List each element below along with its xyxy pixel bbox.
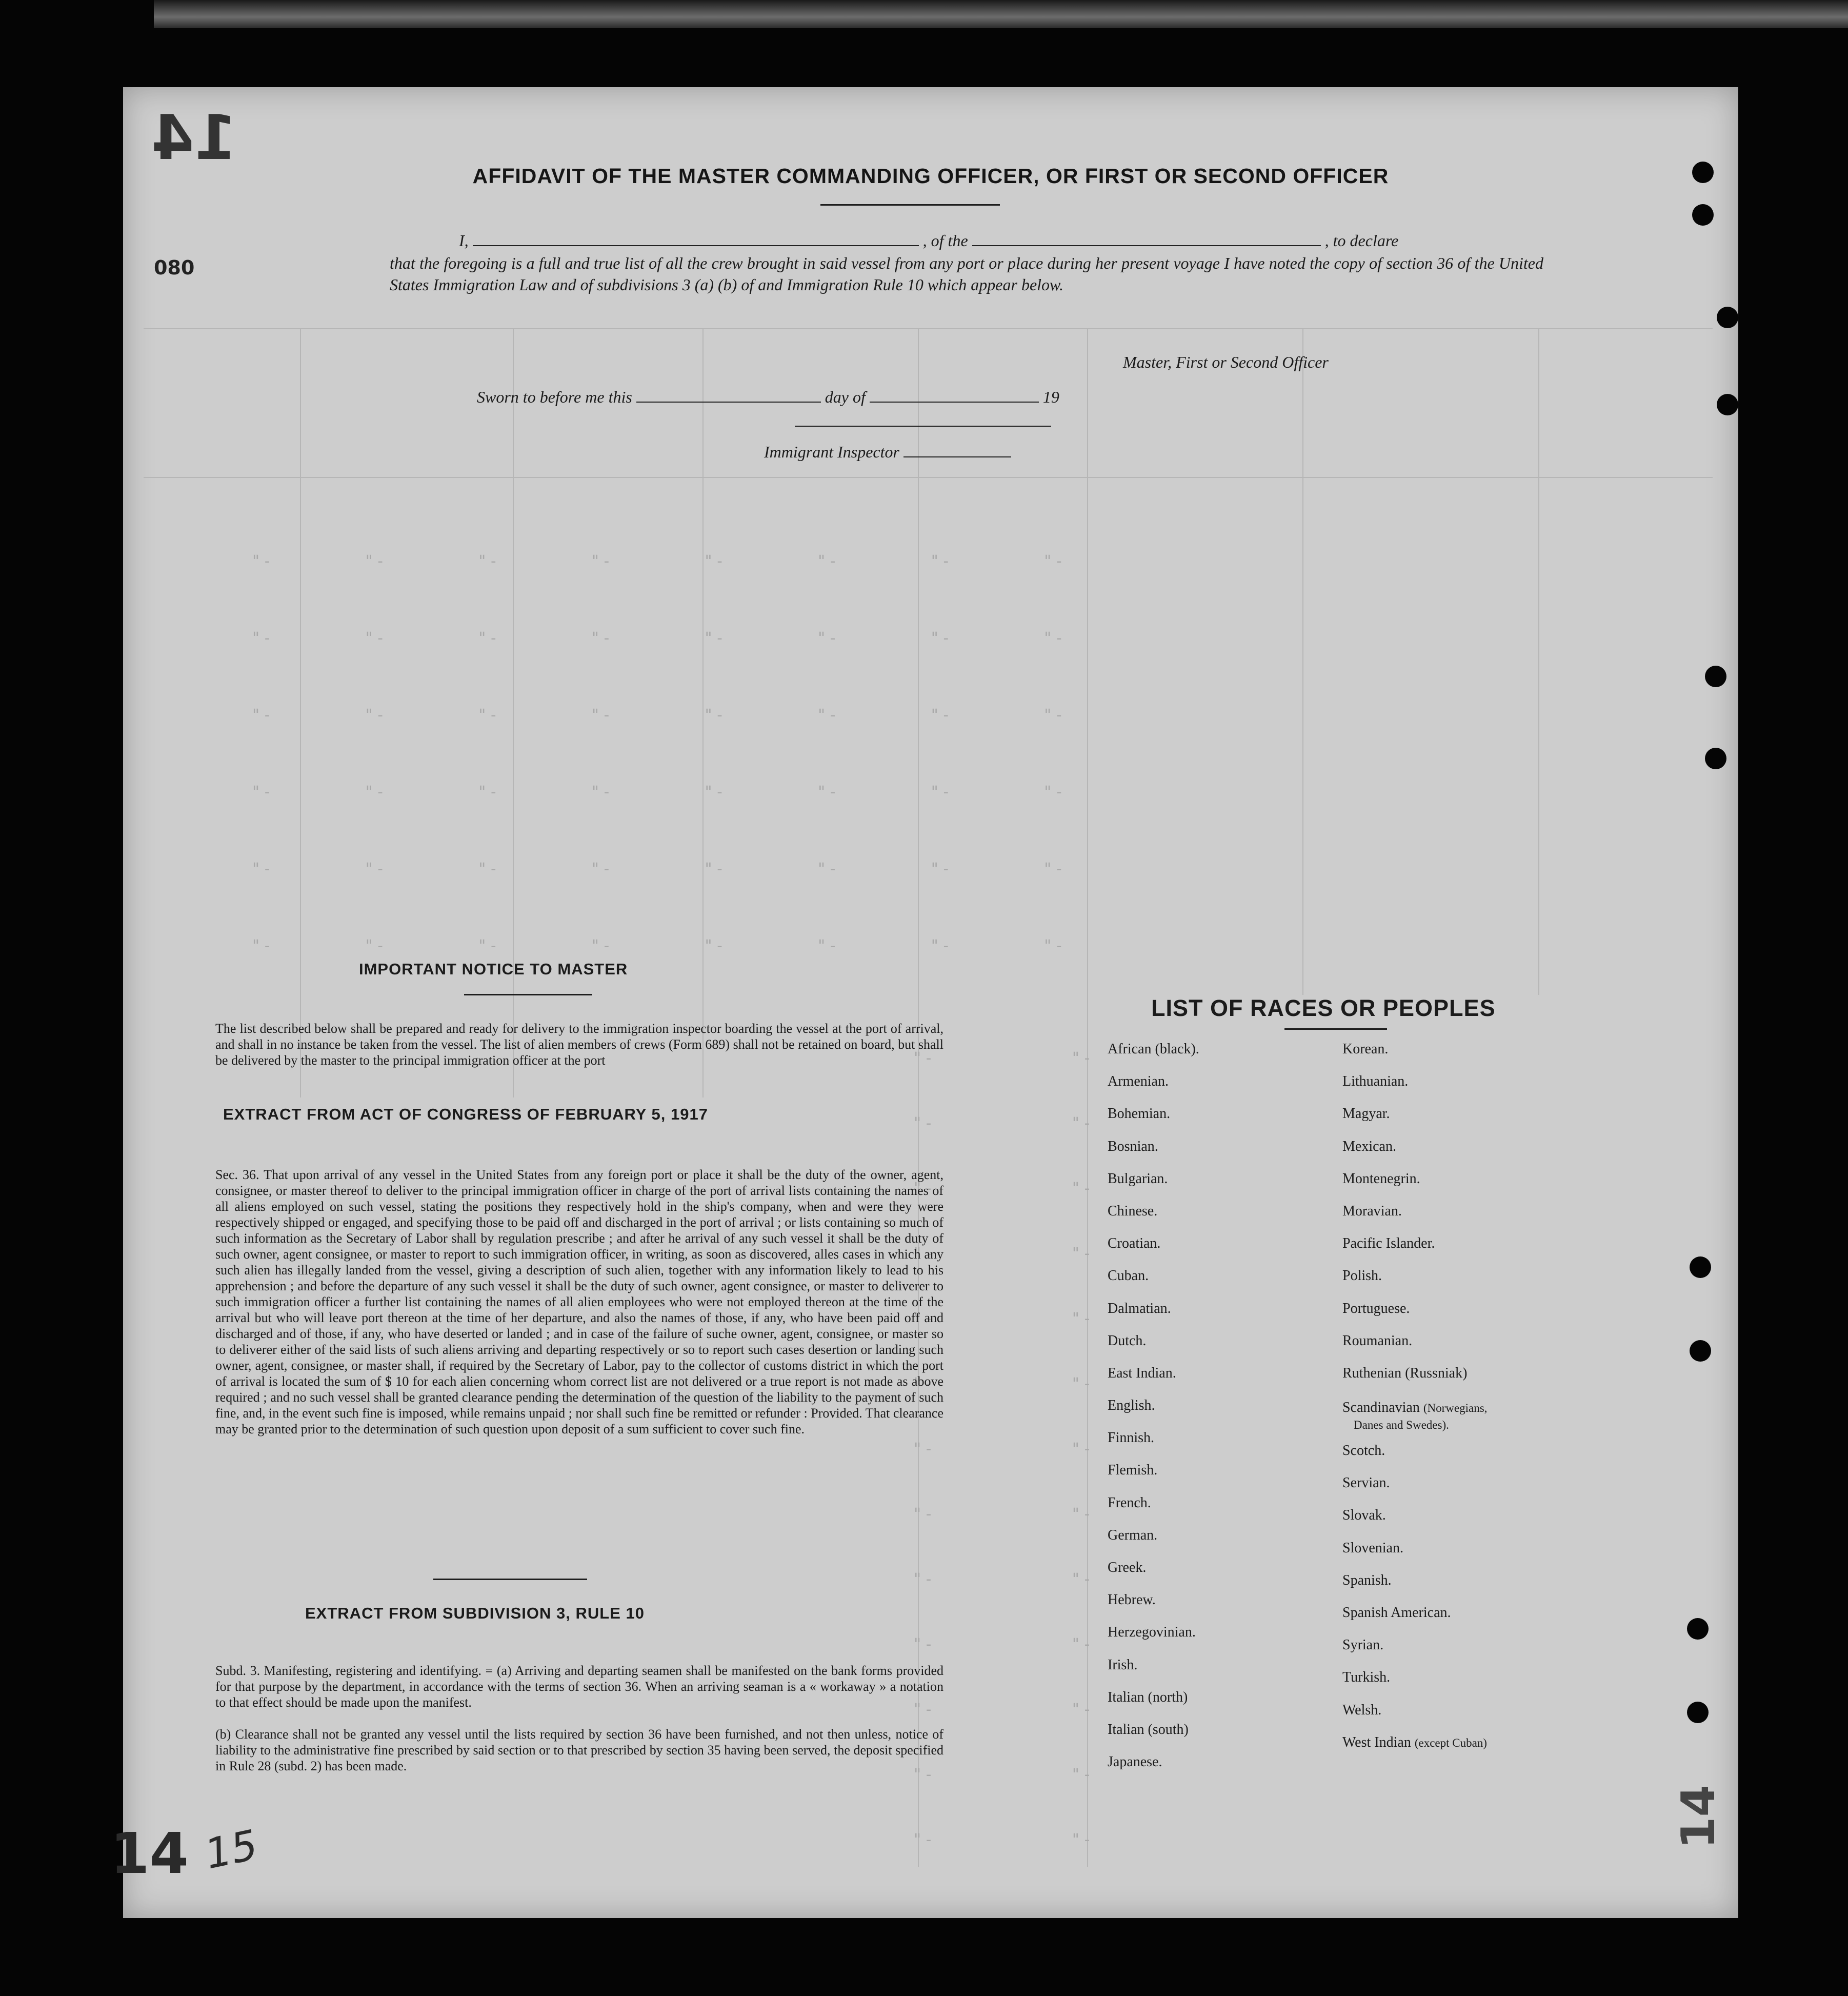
inspector-line <box>764 442 1011 462</box>
vessel-blank[interactable] <box>972 231 1321 246</box>
race-item: Dutch. <box>1108 1332 1147 1349</box>
race-item: Spanish American. <box>1342 1605 1451 1621</box>
rule-text-a: Subd. 3. Manifesting, registering and identifying. = (a) Arriving and departing seamen shall be manifested on the bank forms provided for that purpose by the department, in accordance with the terms of section 36. When an arriving seaman is a « workaway » a notation to that effect should be made upon the manifest. <box>215 1663 943 1710</box>
race-item: English. <box>1108 1398 1155 1414</box>
year-prefix: 19 <box>1042 388 1059 406</box>
race-item: Irish. <box>1108 1656 1138 1673</box>
races-title: LIST OF RACES OR PEOPLES <box>1151 995 1496 1021</box>
race-item: Scandinavian <box>1342 1400 1420 1416</box>
punch-hole <box>1692 204 1714 226</box>
race-item: Syrian. <box>1342 1637 1384 1653</box>
inspector-blank[interactable] <box>903 442 1011 457</box>
race-item: Slovenian. <box>1342 1540 1403 1556</box>
sworn-day-blank[interactable] <box>636 387 821 403</box>
race-item: West Indian <box>1342 1734 1411 1750</box>
punch-hole <box>1692 162 1714 183</box>
race-item: Italian (north) <box>1108 1689 1188 1705</box>
race-item: Ruthenian (Russniak) <box>1342 1365 1468 1381</box>
race-item: Portuguese. <box>1342 1300 1410 1316</box>
race-item: Mexican. <box>1342 1138 1396 1154</box>
race-item: Korean. <box>1342 1041 1389 1057</box>
race-item: East Indian. <box>1108 1365 1176 1381</box>
punch-hole <box>1687 1702 1709 1723</box>
race-note: (except Cuban) <box>1414 1736 1487 1749</box>
sworn-month-blank[interactable] <box>870 387 1039 403</box>
rule-title: EXTRACT FROM SUBDIVISION 3, RULE 10 <box>305 1604 645 1622</box>
sworn-line <box>477 387 1059 407</box>
race-item-west-indian <box>1342 1734 1487 1767</box>
sworn-label: Sworn to before me this <box>477 388 632 406</box>
punch-hole <box>1690 1256 1711 1278</box>
punch-hole <box>1717 394 1738 415</box>
document-page <box>110 87 1738 1918</box>
label-of-the: , of the <box>922 231 968 250</box>
label-to-declare: , to declare <box>1324 231 1399 250</box>
race-item: Bohemian. <box>1108 1106 1171 1122</box>
race-item: African (black). <box>1108 1041 1199 1057</box>
race-item: Herzegovinian. <box>1108 1624 1196 1641</box>
races-right-column <box>1342 1041 1487 1767</box>
act-title: EXTRACT FROM ACT OF CONGRESS OF FEBRUARY 5, 1917 <box>223 1105 708 1123</box>
race-item: German. <box>1108 1527 1158 1543</box>
race-item: Moravian. <box>1342 1203 1402 1219</box>
race-item-scandinavian <box>1342 1398 1487 1443</box>
page-number-top: 14 <box>151 103 237 174</box>
bleed-line <box>144 328 1713 329</box>
race-item: Dalmatian. <box>1108 1300 1171 1316</box>
race-item: Bosnian. <box>1108 1138 1158 1154</box>
race-item: Turkish. <box>1342 1669 1391 1686</box>
race-item: Polish. <box>1342 1268 1382 1284</box>
inspector-upper-line <box>795 426 1051 427</box>
race-item: Croatian. <box>1108 1235 1161 1252</box>
punch-hole <box>1687 1618 1709 1640</box>
race-note: Danes and Swedes). <box>1354 1419 1449 1432</box>
race-item: Magyar. <box>1342 1106 1390 1122</box>
race-item: Armenian. <box>1108 1073 1169 1090</box>
race-item: Italian (south) <box>1108 1721 1189 1738</box>
race-item: Greek. <box>1108 1560 1147 1575</box>
race-item: Hebrew. <box>1108 1592 1156 1608</box>
notice-title: IMPORTANT NOTICE TO MASTER <box>359 960 628 978</box>
declaration-line <box>459 231 1398 250</box>
race-item: Roumanian. <box>1342 1332 1413 1349</box>
notice-underline <box>464 994 592 995</box>
bleed-ditto-column: "- "- "- "- "- "- "- "- "- "- "- "- "- "- "- "- "- "- "- "- "- "- "- "- "- "- "- "- "- "- "- "- "- "- "- "- "- "- "- "- "- "- "- "- "- "- "- "- <box>251 552 1066 955</box>
affidavit-text: that the foregoing is a full and true list of all the crew brought in said vessel from any port or place during her present voyage I have noted the copy of section 36 of the United States Immigration Law and of subdivisions 3 (a) (b) of and Immigration Rule 10 which appear below. <box>390 254 1543 294</box>
races-underline <box>1284 1028 1387 1030</box>
race-item: Welsh. <box>1342 1702 1382 1718</box>
notice-text: The list described below shall be prepared and ready for delivery to the immigration inspector boarding the vessel at the port of arrival, and shall in no instance be taken from the vessel. The list of alien members of crews (Form 689) shall not be retained on board, but shall be delivered by the master to the principal immigration officer at the port <box>215 1021 943 1068</box>
race-item: Japanese. <box>1108 1754 1162 1770</box>
affidavit-title: AFFIDAVIT OF THE MASTER COMMANDING OFFICER, OR FIRST OR SECOND OFFICER <box>472 164 1389 188</box>
race-item: Cuban. <box>1108 1268 1149 1284</box>
bleed-ditto-column: "- "- "- "- "- "- "- "- "- "- "- "- "- "- "- "- "- "- "- "- "- "- "- "- "- "- <box>913 1049 1094 1849</box>
race-item: Slovak. <box>1342 1507 1386 1524</box>
races-left-column <box>1108 1041 1199 1786</box>
race-item: French. <box>1108 1494 1151 1511</box>
handwritten-mark: 15 <box>200 1821 262 1879</box>
act-divider <box>433 1579 587 1580</box>
bleed-line <box>1302 328 1303 995</box>
name-blank[interactable] <box>473 231 919 246</box>
race-item: Spanish. <box>1342 1572 1392 1588</box>
race-note: (Norwegians, <box>1423 1402 1488 1415</box>
race-item: Lithuanian. <box>1342 1073 1409 1090</box>
race-item: Chinese. <box>1108 1203 1158 1219</box>
race-item: Finnish. <box>1108 1430 1155 1446</box>
race-item: Scotch. <box>1342 1443 1385 1459</box>
punch-hole <box>1705 666 1726 687</box>
race-item: Bulgarian. <box>1108 1170 1168 1187</box>
margin-note: 080 <box>154 256 195 279</box>
signature-label: Master, First or Second Officer <box>1123 353 1329 371</box>
inspector-label: Immigrant Inspector <box>764 443 899 461</box>
page-number-side: 14 <box>1672 1784 1726 1849</box>
bleed-line <box>1538 328 1539 995</box>
page-number-bottom: 14 <box>110 1821 189 1886</box>
race-item: Montenegrin. <box>1342 1170 1420 1187</box>
scanner-edge <box>154 0 1848 28</box>
bleed-line <box>144 477 1713 478</box>
punch-hole <box>1717 307 1738 328</box>
label-i: I, <box>459 231 469 250</box>
act-text: Sec. 36. That upon arrival of any vessel in the United States from any foreign port or place it shall be the duty of the owner, agent, consignee, or master thereof to deliver to the principal immigration officer in charge of the port of arrival lists containing the names of all aliens employed on such vessel, stating the positions they respectively hold in the ship's company, when and were they were respectively shipped or engaged, and specifying those to be paid off and discharged in the port of arrival ; or lists containing so much of such information as the Secretary of Labor shall by regulation prescribe ; and after he arrival of any such vessel it shall be the duty of such owner, agent consignee, or master to report to such immigration officer, in writing, as soon as discovered, alles cases in which any such alien has illegally landed from the vessel, giving a description of such alien, together with any information likely to lead to his apprehension ; and before the departure of any such vessel it shall be the duty of such owner, agent consignee, or master to deliverer to such immigration officer a further list containing the names of all alien employees who were not employed thereon at the time of the arrival but who will leave port thereon at the time of her departure, and also the names of those, if any, who have been paid off and discharged and of those, if any, who have deserted or landed ; and in case of the failure of suche owner, agent, consignee, or master so to deliverer either of the said lists of such aliens arriving and departing respectively or so to report such cases desertion or landing such owner, agent, consignee, or master shall, if required by the Secretary of Labor, pay to the collector of customs district in which the port of arrival is located the sum of $ 10 for each alien concerning whom correct list are not delivered or a true report is not made as above required ; and no such vessel shall be granted clearance pending the determination of the question of the liability to the payment of such fine, and, in the event such fine is imposed, while remains unpaid ; nor shall such fine be remitted or refunder : Provided. That clearance may be granted prior to the determination of such question upon deposit of a sum sufficient to cover such fine. <box>215 1167 943 1436</box>
race-item: Pacific Islander. <box>1342 1235 1435 1252</box>
race-item: Servian. <box>1342 1475 1390 1491</box>
day-of-label: day of <box>825 388 866 406</box>
punch-hole <box>1705 748 1726 769</box>
rule-text-b: (b) Clearance shall not be granted any vessel until the lists required by section 36 have been furnished, and not then unless, notice of liability to the administrative fine prescribed by said section or to that prescribed by section 35 having been served, the deposit specified in Rule 28 (subd. 2) has been made. <box>215 1727 943 1773</box>
punch-hole <box>1690 1340 1711 1362</box>
race-item: Flemish. <box>1108 1462 1158 1479</box>
title-underline <box>820 204 1000 206</box>
